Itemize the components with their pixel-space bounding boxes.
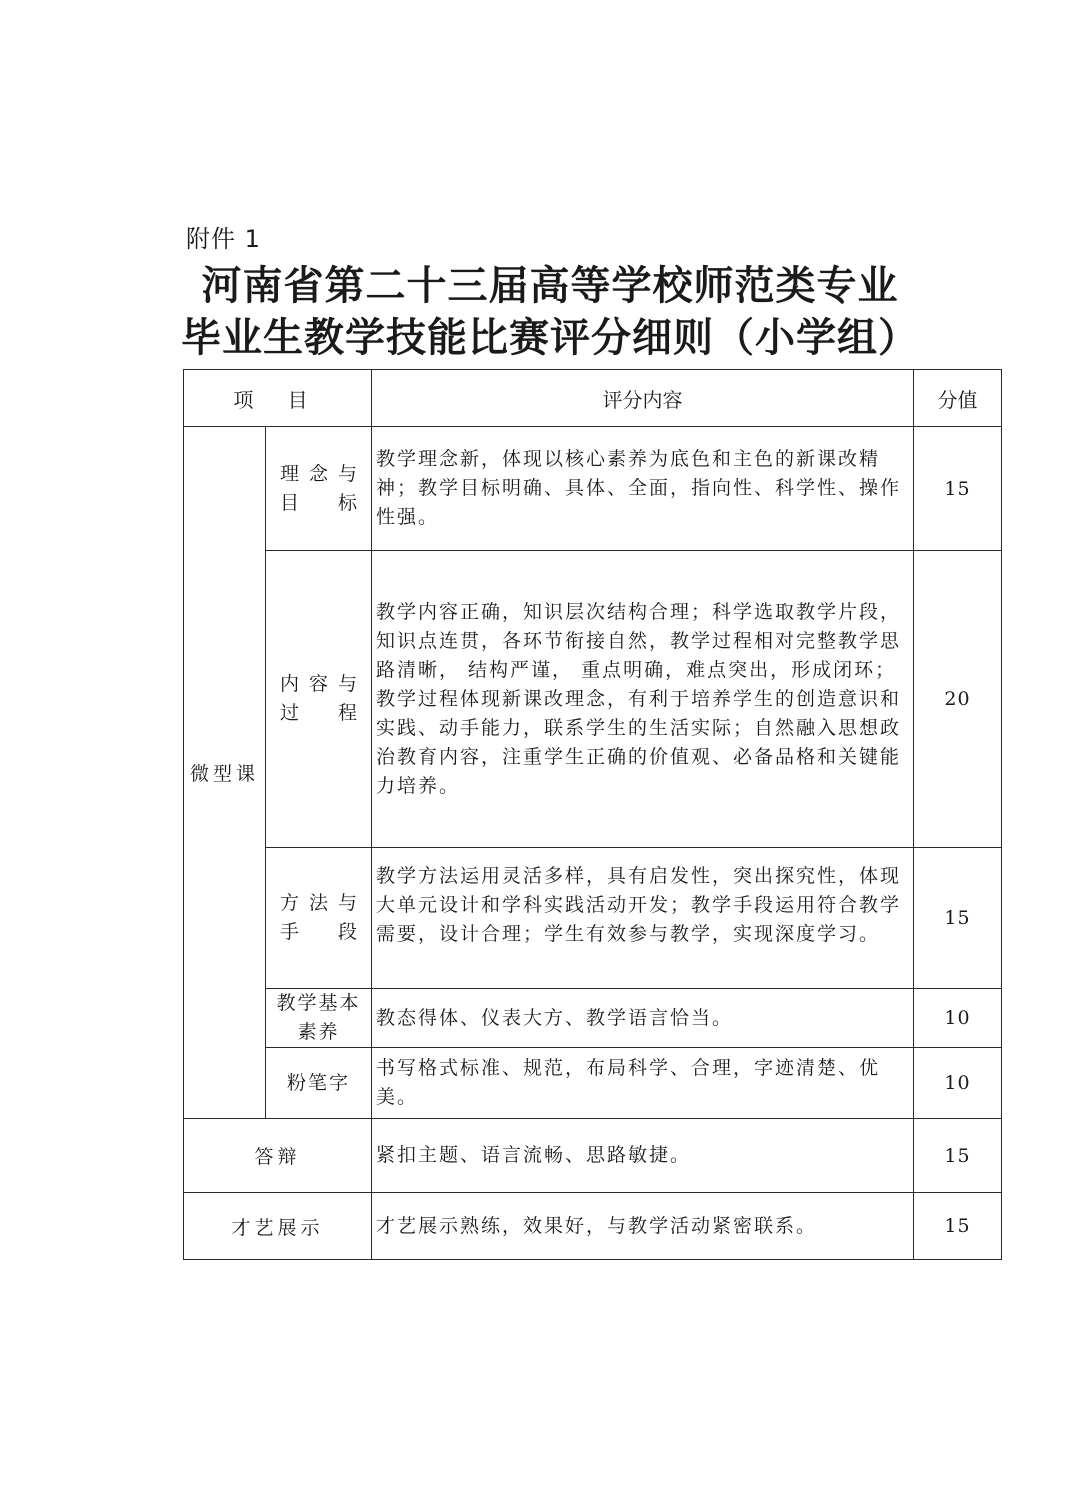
content-cell: 教学方法运用灵活多样，具有启发性，突出探究性，体现大单元设计和学科实践活动开发；教学手段运用符合教学需要，设计合理；学生有效参与教学，实现深度学习。 — [372, 848, 914, 989]
table-header-row — [184, 370, 1002, 427]
subitem-cell: 粉笔字 — [266, 1048, 372, 1119]
item-defense: 答辩 — [184, 1119, 372, 1193]
header-score: 分值 — [914, 370, 1002, 427]
attachment-label: 附件 1 — [186, 225, 261, 253]
category-micro-lesson: 微型课 — [184, 427, 266, 1119]
score-cell: 20 — [914, 551, 1002, 848]
header-item: 项 目 — [184, 370, 372, 427]
score-cell: 15 — [914, 1119, 1002, 1193]
content-cell: 书写格式标准、规范，布局科学、合理，字迹清楚、优美。 — [372, 1048, 914, 1119]
table-row — [184, 848, 1002, 989]
header-content: 评分内容 — [372, 370, 914, 427]
score-cell: 15 — [914, 1193, 1002, 1260]
score-cell: 10 — [914, 1048, 1002, 1119]
table-row — [184, 989, 1002, 1048]
score-cell: 15 — [914, 848, 1002, 989]
subitem-label: 内 容 与 过 程 — [280, 673, 358, 724]
document-title-line-1: 河南省第二十三届高等学校师范类专业 — [201, 262, 899, 309]
scoring-table — [183, 369, 1002, 1260]
subitem-cell — [266, 551, 372, 848]
score-cell: 15 — [914, 427, 1002, 551]
subitem-cell: 教学基本素养 — [266, 989, 372, 1048]
subitem-label: 方 法 与 手 段 — [280, 892, 358, 943]
document-title-line-2: 毕业生教学技能比赛评分细则（小学组） — [181, 314, 919, 361]
content-cell: 教态得体、仪表大方、教学语言恰当。 — [372, 989, 914, 1048]
table-row — [184, 1193, 1002, 1260]
content-cell: 紧扣主题、语言流畅、思路敏捷。 — [372, 1119, 914, 1193]
subitem-cell — [266, 427, 372, 551]
table-row — [184, 1048, 1002, 1119]
subitem-label: 理 念 与 目 标 — [280, 462, 358, 514]
table-row — [184, 551, 1002, 848]
content-cell: 教学内容正确，知识层次结构合理；科学选取教学片段，知识点连贯，各环节衔接自然，教学过程相对完整教学思路清晰， 结构严谨， 重点明确，难点突出，形成闭环；教学过程体现新课改理念，有利于培养学生的创造意识和实践、动手能力，联系学生的生活实际；自然融入思想政治教育内容，注重学生正确的价值观、必备品格和关键能力培养。 — [372, 551, 914, 848]
score-cell: 10 — [914, 989, 1002, 1048]
table-row — [184, 427, 1002, 551]
table-row — [184, 1119, 1002, 1193]
content-cell: 才艺展示熟练，效果好，与教学活动紧密联系。 — [372, 1193, 914, 1260]
subitem-cell — [266, 848, 372, 989]
item-talent-show: 才艺展示 — [184, 1193, 372, 1260]
content-cell: 教学理念新，体现以核心素养为底色和主色的新课改精神；教学目标明确、具体、全面，指向性、科学性、操作性强。 — [372, 427, 914, 551]
